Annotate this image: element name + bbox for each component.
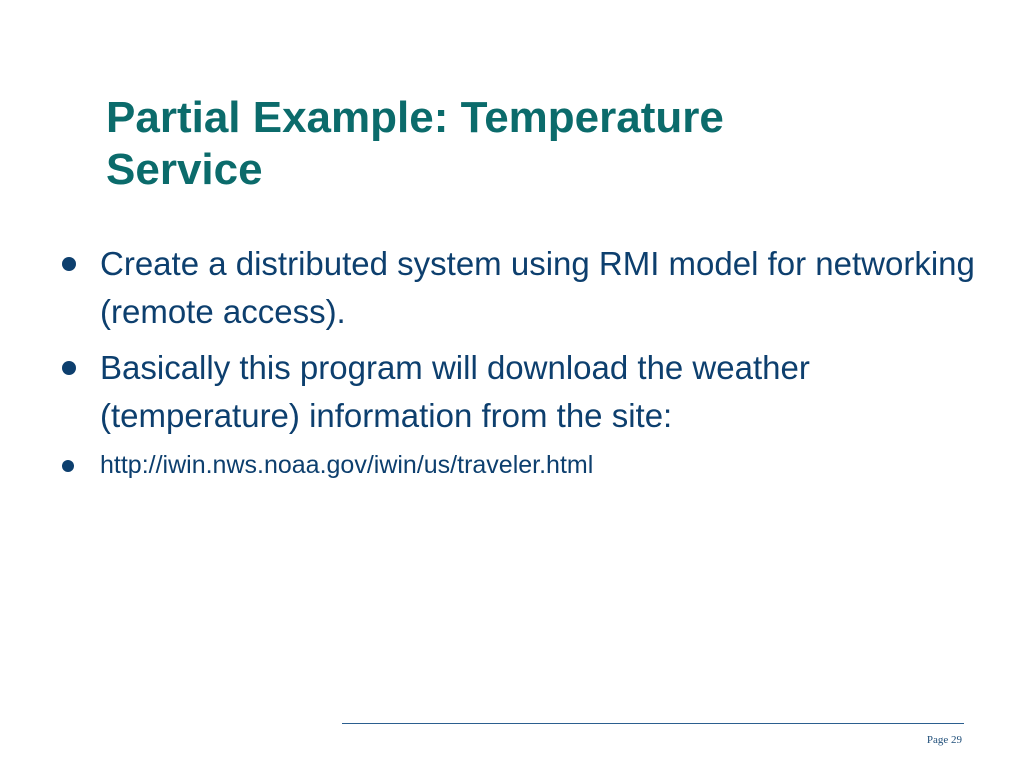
bullet-text: Create a distributed system using RMI model for networking (remote access).	[100, 245, 975, 330]
bullet-text: Basically this program will download the weather (temperature) information from the site:	[100, 349, 810, 434]
footer-divider	[342, 723, 964, 724]
bullet-item	[62, 344, 982, 440]
slide-title-line-2: Service	[106, 145, 263, 194]
slide-title-line-1: Partial Example: Temperature	[106, 93, 724, 142]
bullet-item	[62, 240, 982, 336]
bullet-dot-icon	[62, 460, 74, 472]
page-number: Page 29	[926, 734, 962, 746]
slide-title	[106, 92, 966, 196]
url-text: http://iwin.nws.noaa.gov/iwin/us/traveler.html	[100, 451, 594, 479]
bullet-item-url	[62, 448, 982, 482]
bullet-dot-icon	[62, 257, 76, 271]
bullet-dot-icon	[62, 361, 76, 375]
bullet-list	[62, 240, 982, 490]
